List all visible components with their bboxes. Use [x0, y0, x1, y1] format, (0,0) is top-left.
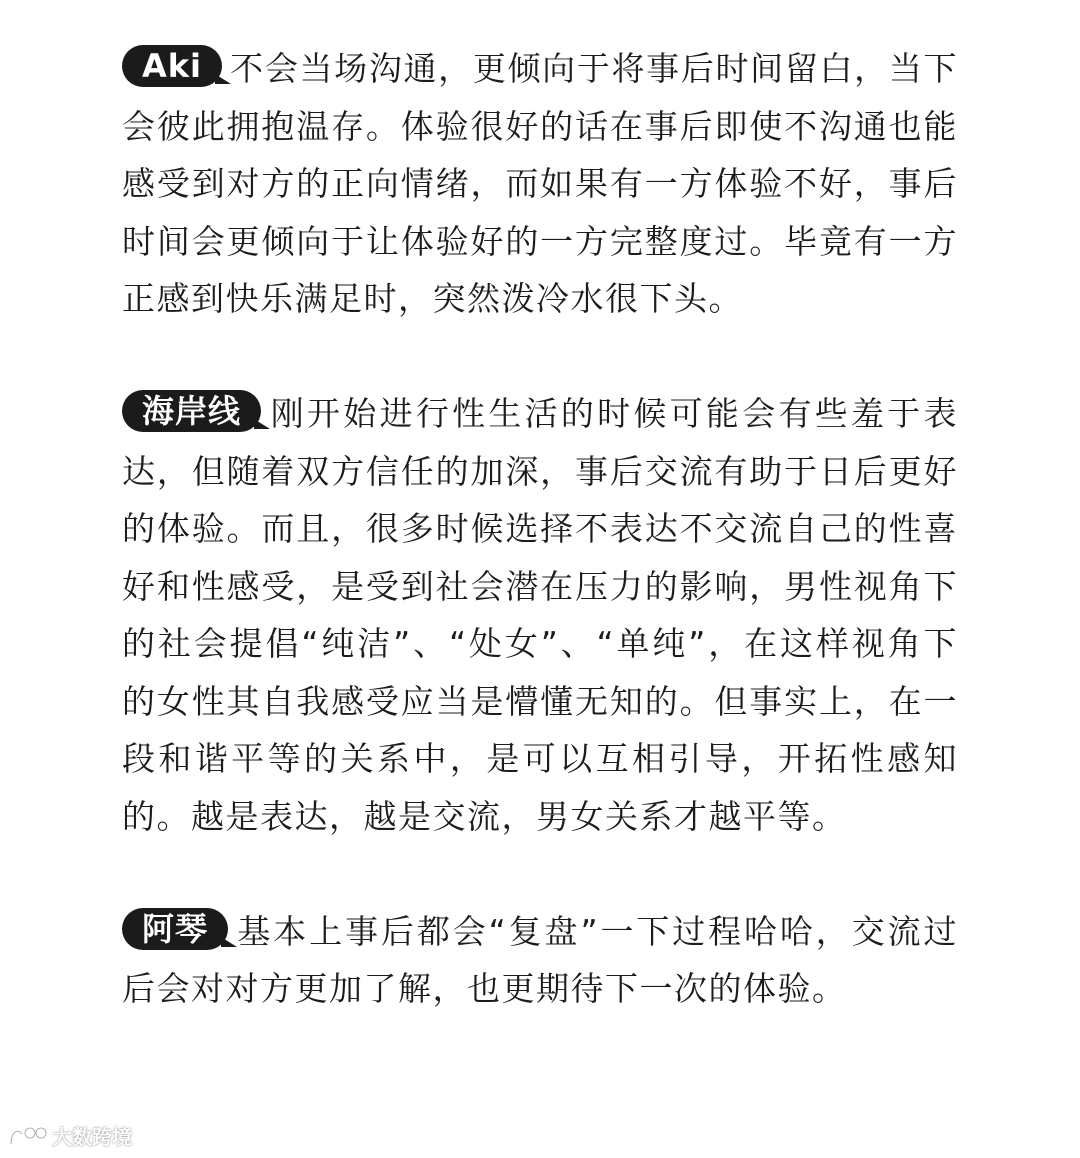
article-body — [122, 40, 958, 1018]
speaker-tag-aqin: 阿琴 — [122, 908, 228, 950]
quote-aki — [122, 40, 958, 328]
quote-text-aki: 不会当场沟通，更倾向于将事后时间留白，当下会彼此拥抱温存。体验很好的话在事后即使不沟通也能感受到对方的正向情绪，而如果有一方体验不好，事后时间会更倾向于让体验好的一方完整度过。毕竟有一方正感到快乐满足时，突然泼冷水很下头。 — [122, 49, 958, 318]
quote-aqin — [122, 903, 958, 1018]
brand-logo-icon — [8, 1124, 48, 1148]
quote-text-haianxian: 刚开始进行性生活的时候可能会有些羞于表达，但随着双方信任的加深，事后交流有助于日后更好的体验。而且，很多时候选择不表达不交流自己的性喜好和性感受，是受到社会潜在压力的影响，男性视角下的社会提倡“纯洁”、“处女”、“单纯”，在这样视角下的女性其自我感受应当是懵懂无知的。但事实上，在一段和谐平等的关系中，是可以互相引导，开拓性感知的。越是表达，越是交流，男女关系才越平等。 — [122, 394, 958, 836]
watermark — [8, 1121, 132, 1150]
quote-text-aqin: 基本上事后都会“复盘”一下过程哈哈，交流过后会对对方更加了解，也更期待下一次的体验。 — [122, 911, 958, 1008]
quote-haianxian — [122, 385, 958, 845]
speaker-tag-aki: Aki — [122, 45, 222, 87]
speaker-tag-haianxian: 海岸线 — [122, 390, 261, 432]
watermark-text: 大数跨境 — [52, 1125, 132, 1149]
